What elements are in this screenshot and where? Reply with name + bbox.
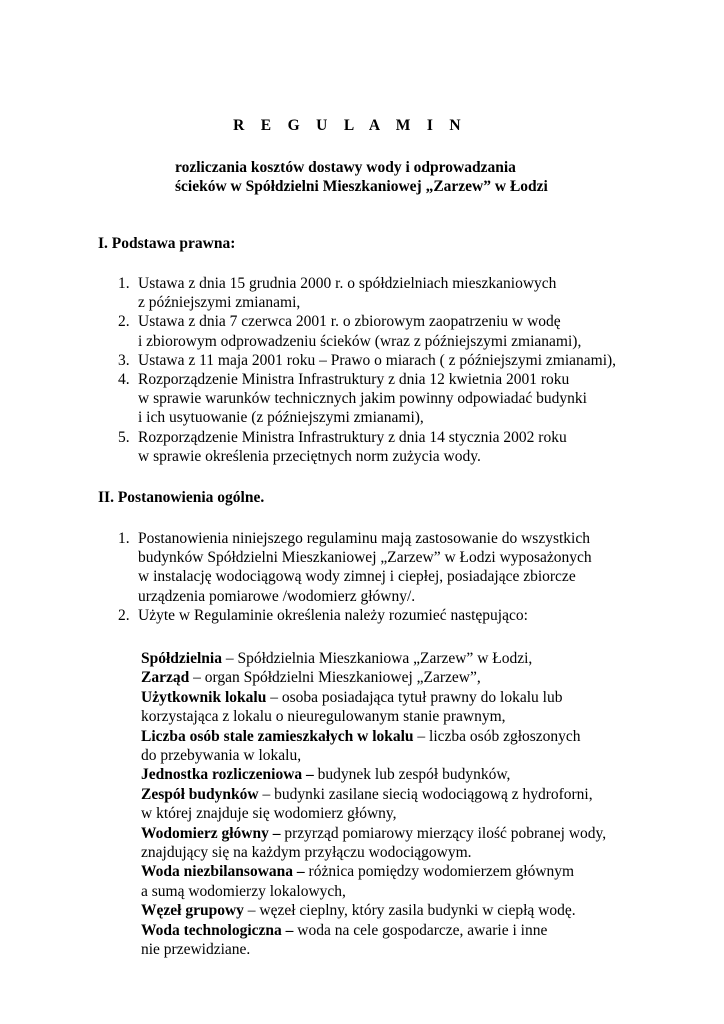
section-2-heading: II. Postanowienia ogólne. xyxy=(98,489,265,506)
definition-text: w której znajduje się wodomierz główny, xyxy=(141,805,397,823)
definition-text: do przebywania w lokalu, xyxy=(141,747,302,765)
list-item-number: 5. xyxy=(118,428,130,446)
definition-text: – organ Spółdzielni Mieszkaniowej „Zarzew”, xyxy=(189,669,481,687)
definition-line xyxy=(141,668,606,687)
definition-term: Woda niezbilansowana – xyxy=(141,863,305,881)
list-item xyxy=(0,274,616,312)
list-item-line: Ustawa z dnia 7 czerwca 2001 r. o zbiorowym zaopatrzeniu w wodę xyxy=(138,313,561,331)
list-item-number: 1. xyxy=(118,530,130,547)
definition-text: – budynki zasilane siecią wodociągową z hydroforni, xyxy=(258,785,593,803)
list-item-line: Rozporządzenie Ministra Infrastruktury z dnia 12 kwietnia 2001 roku xyxy=(138,371,570,389)
definition-term: Spółdzielnia xyxy=(141,650,222,667)
definition-text: – osoba posiadająca tytuł prawny do lokalu lub xyxy=(266,688,563,706)
definition-term: Węzeł grupowy xyxy=(141,902,244,920)
legal-basis-list xyxy=(0,274,616,466)
definition-term: Wodomierz główny – xyxy=(141,824,281,842)
list-item-line: budynków Spółdzielni Mieszkaniowej „Zarzew” w Łodzi wyposażonych xyxy=(138,549,592,567)
list-item-line: urządzenia pomiarowe /wodomierz główny/. xyxy=(138,587,416,605)
list-item xyxy=(0,312,616,350)
list-item xyxy=(0,370,616,428)
definition-text: korzystająca z lokalu o nieuregulowanym stanie prawnym, xyxy=(141,708,506,726)
definition-text: budynek lub zespół budynków, xyxy=(313,766,511,784)
document-title: R E G U L A M I N xyxy=(233,117,467,134)
definition-line xyxy=(141,707,606,726)
list-item-number: 1. xyxy=(118,275,130,292)
definition-term: Zarząd xyxy=(141,669,190,687)
definition-line xyxy=(141,824,606,843)
general-provisions-list xyxy=(0,529,592,625)
definition-line xyxy=(141,688,606,707)
list-item-number: 2. xyxy=(118,606,130,624)
list-item-line: i zbiorowym odprowadzeniu ścieków (wraz z późniejszymi zmianami), xyxy=(138,332,582,350)
definition-text: nie przewidziane. xyxy=(141,941,251,959)
definition-term: Liczba osób stale zamieszkałych w lokalu xyxy=(141,727,414,745)
definition-line xyxy=(141,765,606,784)
definition-line xyxy=(141,843,606,862)
definition-line xyxy=(141,862,606,881)
list-item-line: w sprawie warunków technicznych jakim powinny odpowiadać budynki xyxy=(138,390,587,408)
definitions-list xyxy=(141,649,606,960)
list-item xyxy=(0,606,592,625)
definition-line xyxy=(141,882,606,901)
list-item-line: w instalację wodociągową wody zimnej i ciepłej, posiadające zbiorcze xyxy=(138,568,576,586)
list-item xyxy=(0,428,616,466)
definition-line xyxy=(141,649,606,668)
definition-line xyxy=(141,940,606,959)
definition-line xyxy=(141,727,606,746)
list-item-line: Postanowienia niniejszego regulaminu mają zastosowanie do wszystkich xyxy=(138,530,590,547)
list-item-number: 2. xyxy=(118,313,130,331)
definition-line xyxy=(141,921,606,940)
document-subtitle xyxy=(175,158,548,196)
definition-text: różnica pomiędzy wodomierzem głównym xyxy=(304,863,575,881)
definition-text: przyrząd pomiarowy mierzący ilość pobranej wody, xyxy=(280,824,607,842)
definition-text: – liczba osób zgłoszonych xyxy=(413,727,581,745)
section-1-heading: I. Podstawa prawna: xyxy=(98,235,236,252)
list-item-line: z późniejszymi zmianami, xyxy=(138,294,301,312)
list-item-line: Użyte w Regulaminie określenia należy rozumieć następująco: xyxy=(138,606,528,624)
list-item-line: w sprawie określenia przeciętnych norm zużycia wody. xyxy=(138,447,481,465)
definition-line xyxy=(141,746,606,765)
list-item-line: Rozporządzenie Ministra Infrastruktury z dnia 14 stycznia 2002 roku xyxy=(138,428,567,446)
definition-term: Zespół budynków xyxy=(141,785,259,803)
definition-text: a sumą wodomierzy lokalowych, xyxy=(141,882,346,900)
definition-text: – Spółdzielnia Mieszkaniowa „Zarzew” w Łodzi, xyxy=(221,650,533,667)
list-item-number: 4. xyxy=(118,371,130,389)
definition-term: Użytkownik lokalu xyxy=(141,688,267,706)
definition-term: Jednostka rozliczeniowa – xyxy=(141,766,314,784)
definition-line xyxy=(141,804,606,823)
list-item xyxy=(0,351,616,370)
definition-term: Woda technologiczna – xyxy=(141,921,294,939)
subtitle-line: rozliczania kosztów dostawy wody i odprowadzania xyxy=(175,159,516,176)
list-item-number: 3. xyxy=(118,351,130,369)
definition-text: woda na cele gospodarcze, awarie i inne xyxy=(293,921,548,939)
list-item-line: i ich usytuowanie (z późniejszymi zmianami), xyxy=(138,409,424,427)
list-item-line: Ustawa z dnia 15 grudnia 2000 r. o spółdzielniach mieszkaniowych xyxy=(138,275,557,292)
definition-line xyxy=(141,901,606,920)
definition-text: – węzeł cieplny, który zasila budynki w ciepłą wodę. xyxy=(243,902,576,920)
definition-text: znajdujący się na każdym przyłączu wodociągowym. xyxy=(141,844,472,862)
list-item xyxy=(0,529,592,606)
definition-line xyxy=(141,785,606,804)
subtitle-line: ścieków w Spółdzielni Mieszkaniowej „Zarzew” w Łodzi xyxy=(175,178,548,195)
list-item-line: Ustawa z 11 maja 2001 roku – Prawo o miarach ( z późniejszymi zmianami), xyxy=(138,351,617,369)
